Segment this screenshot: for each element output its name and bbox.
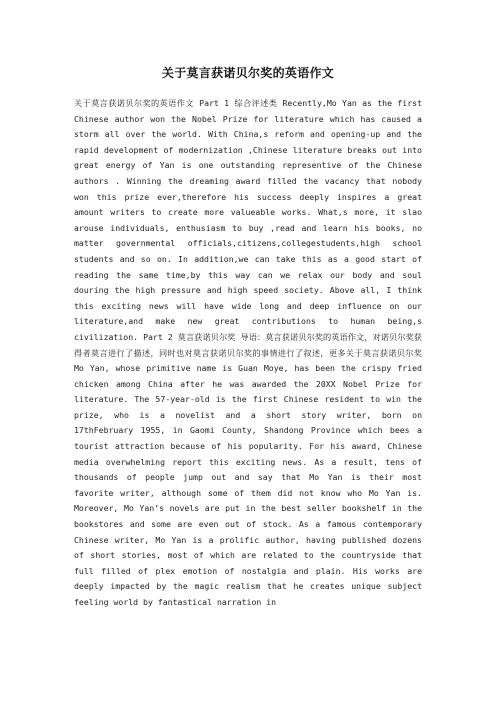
body-text: 关于莫言获诺贝尔奖的英语作文 Part 1 综合评述类 Recently,Mo Yan as the first Chinese author won the Nobel Prize for literature which has caused a storm all over the world. With China,s reform and opening-up and the rapid development of modernization ,Chinese literature breaks out into great energy of Yan is one outstanding representive of the Chinese authors . Winning the dreaming award filled the vacancy that nobody won this prize ever,therefore his success deeply inspires a great amount writers to create more valueable works. What,s more, it slao arouse individuals, enthusiasm to buy ,read and learn his books, no matter governmental officials,citizens,collegestudents,high school students and so on. In addition,we can take this as a good start of reading the same time,by this way can we relax our body and soul douring the high pressure and high speed society. Above all, I think this exciting news will have wide long and deep influence on our literature,and make new great contributions to human being,s civilization. Part 2 莫言获诺贝尔奖 导语：莫言获诺贝尔奖的英语作文，对诺贝尔奖获得者莫言进行了描述，同时也对莫言获诺贝尔奖的事情进行了叙述，更多关于莫言获诺贝尔奖 Mo Yan, whose primitive name is Guan Moye, has been the crispy fried chicken among China after he was awarded the 20XX Nobel Prize for literature. The 57-year-old is the first Chinese resident to win the prize, who is a novelist and a short story writer, born on 17thFebruary 1955, in Gaomi County, Shandong Province which bees a tourist attraction because of his popularity. For his award, Chinese media overwhelming report this exciting news. As a result, tens of thousands of people jump out and say that Mo Yan is their most favorite writer, although some of them did not know who Mo Yan is. Moreover, Mo Yan’s novels are put in the best seller bookshelf in the bookstores and some are even out of stock. As a famous contemporary Chinese writer, Mo Yan is a prolific author, having published dozens of short stories, most of which are related to the countryside that full filled of plex emotion of nostalgia and plain. His works are deeply impacted by the magic realism that he creates unique subject feeling world by fantastical narration in <box>74 98 422 607</box>
page-title: 关于莫言获诺贝尔奖的英语作文 <box>161 66 335 80</box>
